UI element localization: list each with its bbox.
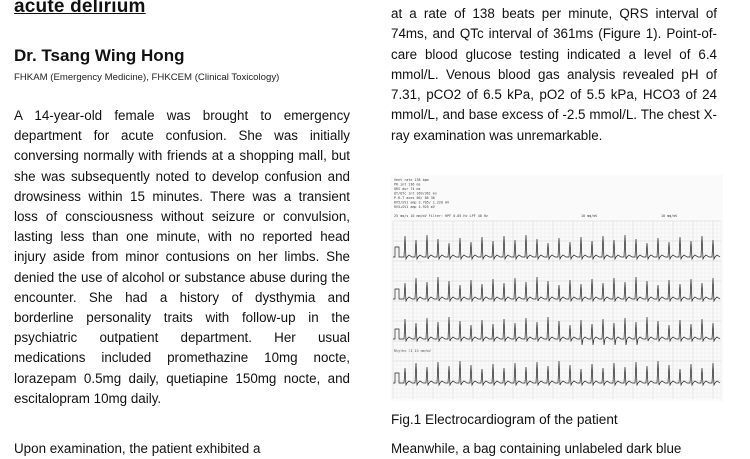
ecg-header-line: RV5+SV1 amp 4.925 mV — [394, 205, 435, 209]
author-credentials: FHKAM (Emergency Medicine), FHKCEM (Clinical Toxicology) — [14, 72, 280, 83]
case-paragraph: A 14-year-old female was brought to emergency department for acute confusion. She was initially conversing normally with friends at a shopping mall, but she was subsequently noted to develop confusion and drowsiness within 15 minutes. There was a transient loss of consciousness without seizure or convulsion, lasting less than one minute, with no reported head injury aside from minor contusions on her limbs. She denied the use of alcohol or substance abuse during the encounter. She had a history of dysthymia and borderline personality traits with follow-up in the psychiatric outpatient department. Her usual medications included promethazine 10mg nocte, lorazepam 0.5mg daily, quetiapine 150mg nocte, and escitalopram 10mg daily. — [14, 108, 350, 406]
ecg-header-line: RV5/SV1 amp 3.705/ 1.220 mV — [394, 200, 450, 205]
ecg-grid — [393, 221, 721, 399]
ecg-rhythm-label: Rhythm II 10 mm/mV — [394, 349, 431, 353]
ecg-header-line: P-R-T axes 66/ 86 36 — [394, 196, 435, 200]
next-paragraph: Meanwhile, a bag containing unlabeled dark blue — [391, 441, 682, 456]
ecg-traces — [393, 235, 720, 385]
article-heading: acute delirium — [14, 0, 146, 17]
ecg-header — [394, 178, 677, 353]
ecg-gain-label: 10 mm/mV — [581, 214, 598, 218]
ecg-gain-label: 10 mm/mV — [661, 214, 678, 218]
ecg-speed-line: 25 mm/s 10 mm/mV Filter: HPF 0.05 Hz LPF 40 Hz — [394, 214, 488, 218]
ecg-header-line: QRS dur 74 ms — [394, 187, 421, 191]
exam-paragraph: Upon examination, the patient exhibited a — [14, 441, 261, 456]
author-name: Dr. Tsang Wing Hong — [14, 46, 185, 65]
ecg-trace — [393, 235, 720, 259]
ecg-figure — [391, 175, 723, 401]
ecg-header-line: PR int 136 ms — [394, 182, 421, 187]
ecg-header-line: Vent rate 138 bpm — [394, 178, 429, 182]
findings-paragraph: at a rate of 138 beats per minute, QRS interval of 74ms, and QTc interval of 361ms (Figure 1). Point-of-care blood glucose testing indicated a level of 6.4 mmol/L. Venous blood gas analysis revealed pH of 7.31, pCO2 of 6.5 kPa, pO2 of 5.5 kPa, HCO3 of 24 mmol/L, and base excess of -2.5 mmol/L. The chest X-ray examination was unremarkable. — [391, 6, 717, 143]
ecg-header-line: QT/QTc int 269/361 ms — [394, 191, 437, 196]
figure-caption: Fig.1 Electrocardiogram of the patient — [391, 412, 618, 427]
